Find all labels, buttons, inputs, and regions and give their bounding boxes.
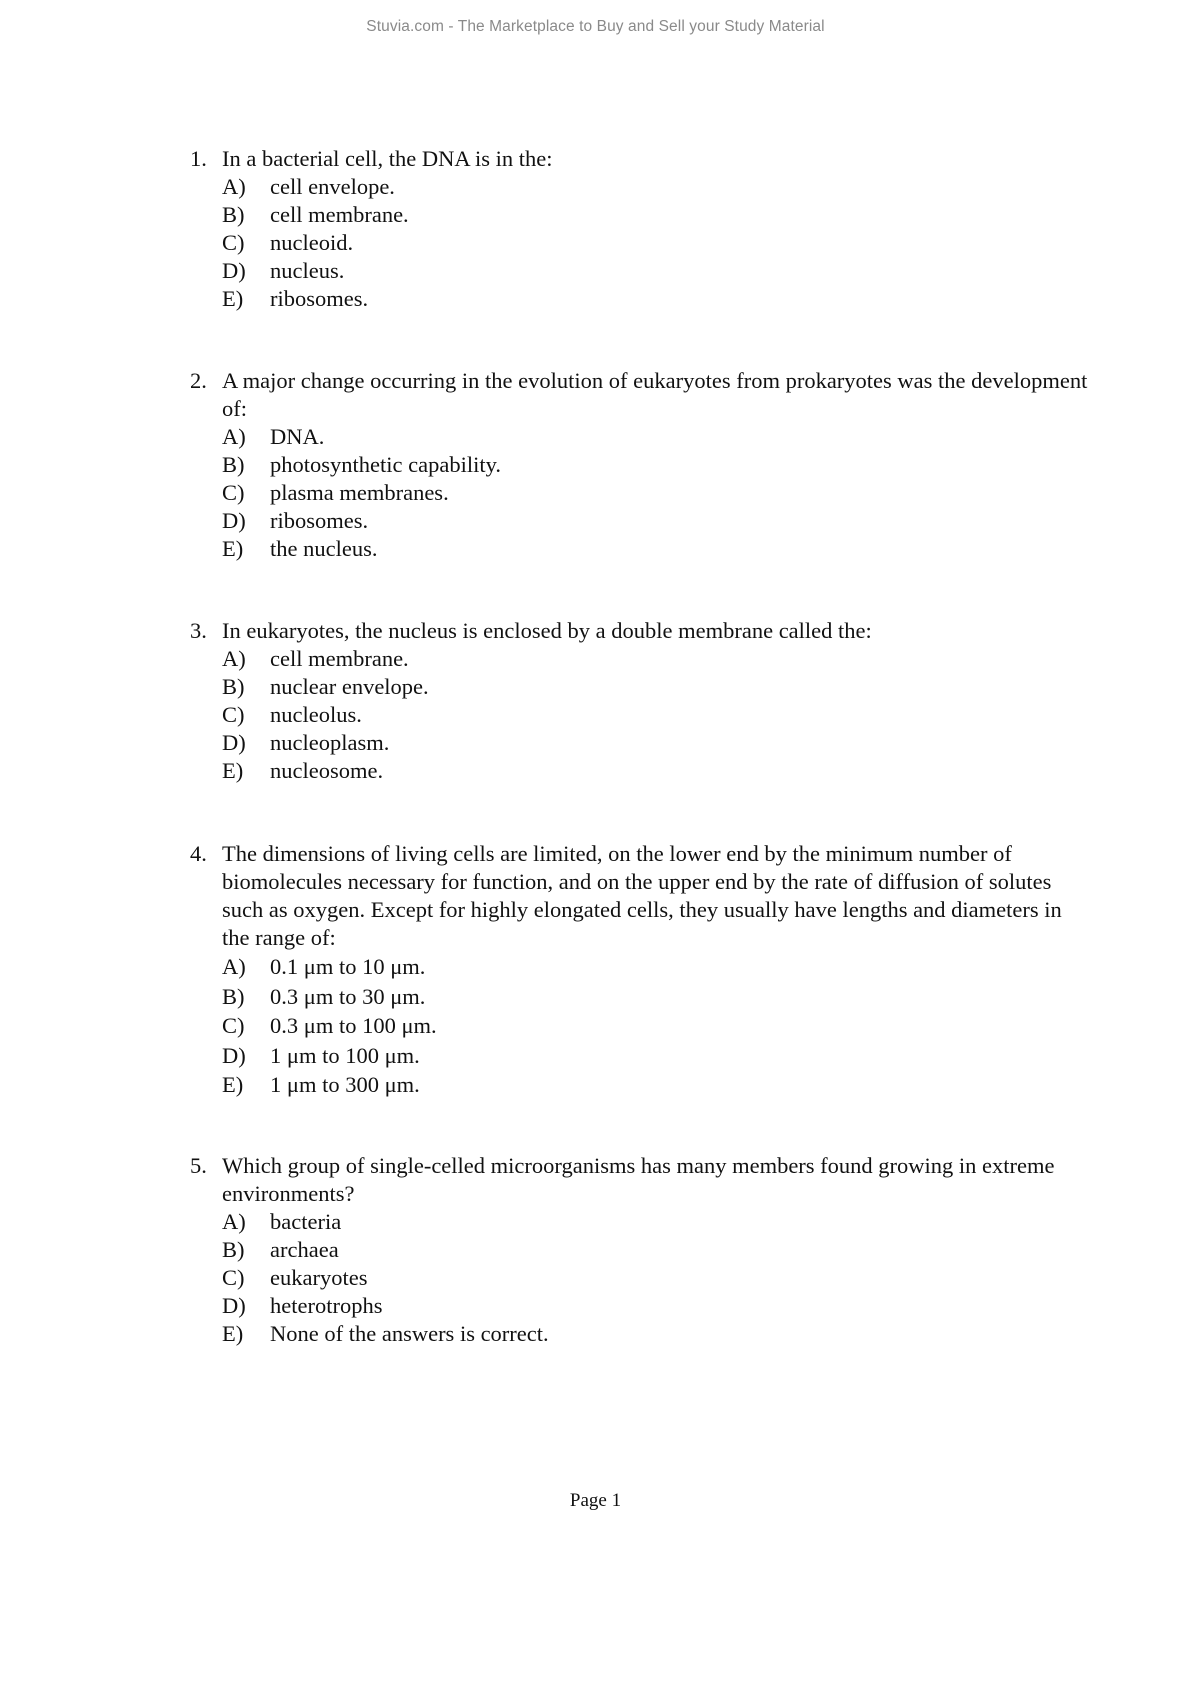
question-number: 1. [190,146,207,171]
option-letter: A) [222,954,246,979]
option-b [222,982,1090,1012]
option-e [222,285,1090,313]
option-letter: E) [222,758,244,783]
option-text: ribosomes. [270,508,369,533]
option-text: nucleus. [270,258,345,283]
option-text: eukaryotes [270,1265,368,1290]
option-text: 1 μm to 100 μm. [270,1042,420,1068]
option-letter: B) [222,983,245,1009]
question-number: 5. [190,1153,207,1178]
question-4 [190,840,1090,1100]
option-text: heterotrophs [270,1293,383,1318]
option-letter: D) [222,1293,246,1318]
question-text: The dimensions of living cells are limited, on the lower end by the minimum number of biomolecules necessary for function, and on the upper end by the rate of diffusion of solutes such as oxygen. Except for highly elongated cells, they usually have lengths and diameters in the range of: [222,841,1062,950]
option-letter: C) [222,702,245,727]
option-letter: B) [222,674,245,699]
option-letter: A) [222,646,246,671]
option-letter: E) [222,536,244,561]
option-letter: E) [222,286,244,311]
question-1 [190,145,1090,313]
option-letter: C) [222,230,245,255]
option-d [222,1041,1090,1071]
question-text: Which group of single-celled microorganisms has many members found growing in extreme environments? [222,1153,1055,1206]
option-text: 0.3 μm to 30 μm. [270,983,426,1009]
option-text: bacteria [270,1209,342,1234]
option-c [222,701,1090,729]
watermark-header: Stuvia.com - The Marketplace to Buy and Sell your Study Material [366,18,825,35]
option-text: nucleosome. [270,758,384,783]
question-3 [190,617,1090,785]
option-text: ribosomes. [270,286,369,311]
option-text: cell envelope. [270,174,395,199]
option-text: nuclear envelope. [270,674,429,699]
option-list [190,645,1090,785]
option-text: cell membrane. [270,202,409,227]
option-c [222,1011,1090,1041]
option-c [222,229,1090,257]
option-list [190,173,1090,313]
option-text: DNA. [270,424,325,449]
option-text: 1 μm to 300 μm. [270,1072,420,1098]
option-letter: B) [222,202,245,227]
option-d [222,1292,1090,1320]
option-letter: E) [222,1072,244,1098]
option-d [222,507,1090,535]
option-letter: A) [222,424,246,449]
page-number: Page 1 [569,1490,622,1511]
question-number: 2. [190,368,207,393]
option-e [222,757,1090,785]
option-a [222,645,1090,673]
option-text: cell membrane. [270,646,409,671]
option-b [222,451,1090,479]
question-text: A major change occurring in the evolution of eukaryotes from prokaryotes was the development of: [222,368,1088,421]
option-d [222,257,1090,285]
option-letter: D) [222,1042,246,1068]
question-text: In a bacterial cell, the DNA is in the: [222,146,553,171]
question-text: In eukaryotes, the nucleus is enclosed by a double membrane called the: [222,618,872,643]
option-letter: C) [222,1265,245,1290]
option-text: None of the answers is correct. [270,1321,549,1346]
option-b [222,673,1090,701]
option-letter: A) [222,174,246,199]
question-2 [190,367,1090,563]
option-b [222,1236,1090,1264]
option-letter: B) [222,1237,245,1262]
option-a [222,173,1090,201]
option-a [222,1208,1090,1236]
question-number: 3. [190,618,207,643]
option-c [222,479,1090,507]
option-list [190,1208,1090,1348]
option-text: 0.1 μm to 10 μm. [270,954,426,979]
option-letter: D) [222,258,246,283]
option-d [222,729,1090,757]
option-letter: C) [222,480,245,505]
option-c [222,1264,1090,1292]
option-a [222,952,1090,982]
question-number: 4. [190,841,207,866]
option-letter: A) [222,1209,246,1234]
option-letter: C) [222,1013,245,1039]
option-text: nucleoid. [270,230,354,255]
option-list [190,952,1090,1100]
question-5 [190,1152,1090,1348]
option-text: photosynthetic capability. [270,452,501,477]
option-list [190,423,1090,563]
option-e [222,535,1090,563]
option-text: 0.3 μm to 100 μm. [270,1013,437,1039]
option-letter: E) [222,1321,244,1346]
option-text: nucleoplasm. [270,730,390,755]
option-letter: B) [222,452,245,477]
option-letter: D) [222,730,246,755]
option-text: plasma membranes. [270,480,449,505]
option-b [222,201,1090,229]
option-e [222,1320,1090,1348]
option-letter: D) [222,508,246,533]
option-a [222,423,1090,451]
option-e [222,1070,1090,1100]
option-text: the nucleus. [270,536,378,561]
option-text: nucleolus. [270,702,362,727]
option-text: archaea [270,1237,339,1262]
